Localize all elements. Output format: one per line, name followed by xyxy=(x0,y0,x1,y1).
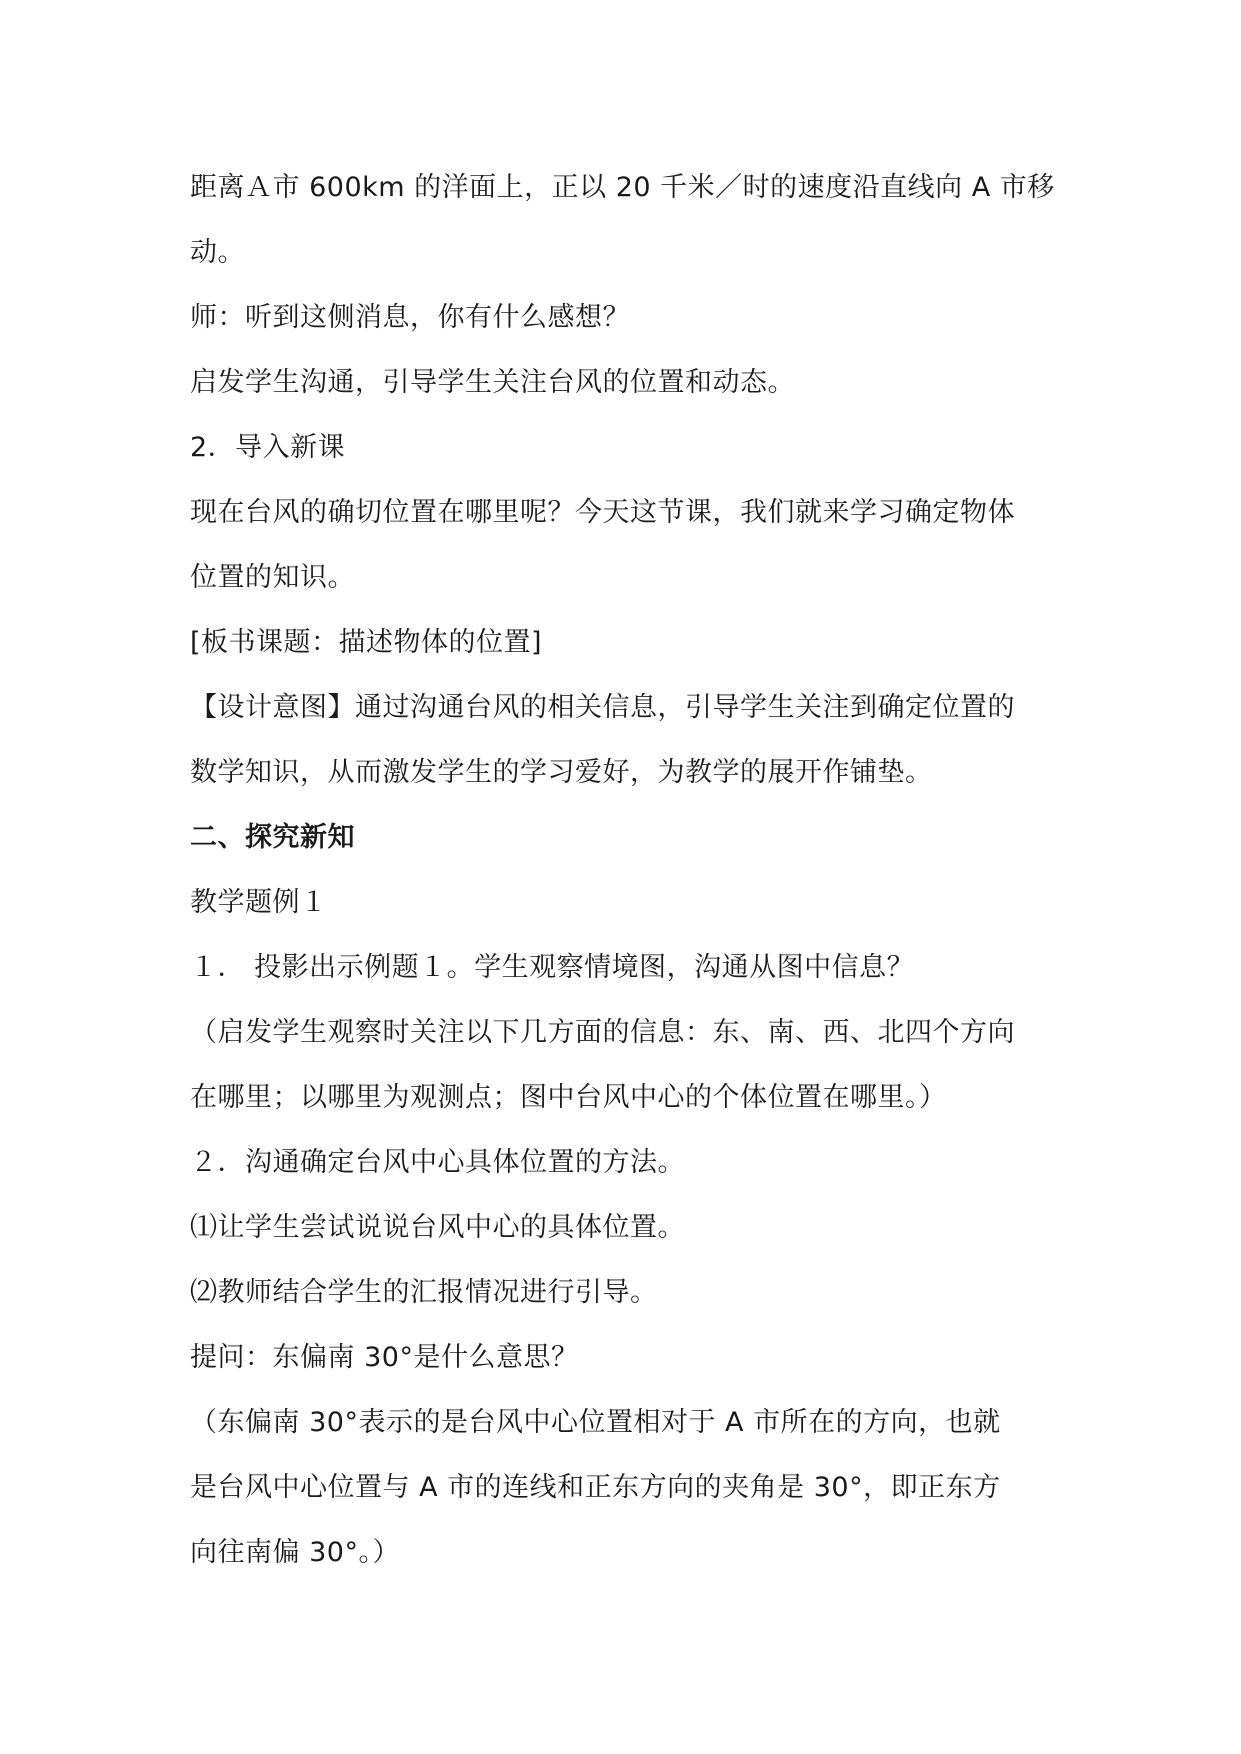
step-2-line: ２．沟通确定台风中心具体位置的方法。 xyxy=(190,1147,685,1178)
paragraph-line-1: 距离Ａ市 600km 的洋面上，正以 20 千米／时的速度沿直线向 A 市移 xyxy=(190,172,1055,203)
step-1-line: １． 投影出示例题１。学生观察情境图，沟通从图中信息？ xyxy=(190,952,915,983)
paragraph-line-6: 现在台风的确切位置在哪里呢？今天这节课，我们就来学习确定物体 xyxy=(190,497,1015,528)
design-intent-line-1: 【设计意图】通过沟通台风的相关信息，引导学生关注到确定位置的 xyxy=(190,692,1015,723)
sub-step-1: ⑴让学生尝试说说台风中心的具体位置。 xyxy=(190,1212,685,1243)
answer-line-2: 是台风中心位置与 A 市的连线和正东方向的夹角是 30°，即正东方 xyxy=(190,1472,1001,1503)
example-title: 教学题例１ xyxy=(190,887,328,918)
answer-line-3: 向往南偏 30°。） xyxy=(190,1537,400,1568)
hint-line-2: 在哪里；以哪里为观测点；图中台风中心的个体位置在哪里。） xyxy=(190,1082,947,1113)
document-page xyxy=(190,155,1070,1585)
design-intent-line-2: 数学知识，从而激发学生的学习爱好，为教学的展开作铺垫。 xyxy=(190,757,933,788)
board-title-note: [板书课题：描述物体的位置] xyxy=(190,627,543,658)
section-heading-explore: 二、探究新知 xyxy=(190,822,355,853)
answer-line-1: （东偏南 30°表示的是台风中心位置相对于 A 市所在的方向，也就 xyxy=(190,1407,1001,1438)
hint-line-1: （启发学生观察时关注以下几方面的信息：东、南、西、北四个方向 xyxy=(190,1017,1015,1048)
paragraph-line-7: 位置的知识。 xyxy=(190,562,355,593)
subsection-title-import: 2．导入新课 xyxy=(190,432,346,463)
paragraph-line-4: 启发学生沟通，引导学生关注台风的位置和动态。 xyxy=(190,367,795,398)
paragraph-line-3: 师：听到这侧消息，你有什么感想？ xyxy=(190,302,630,333)
sub-step-2: ⑵教师结合学生的汇报情况进行引导。 xyxy=(190,1277,658,1308)
question-line: 提问：东偏南 30°是什么意思？ xyxy=(190,1342,579,1373)
paragraph-line-2: 动。 xyxy=(190,237,245,268)
